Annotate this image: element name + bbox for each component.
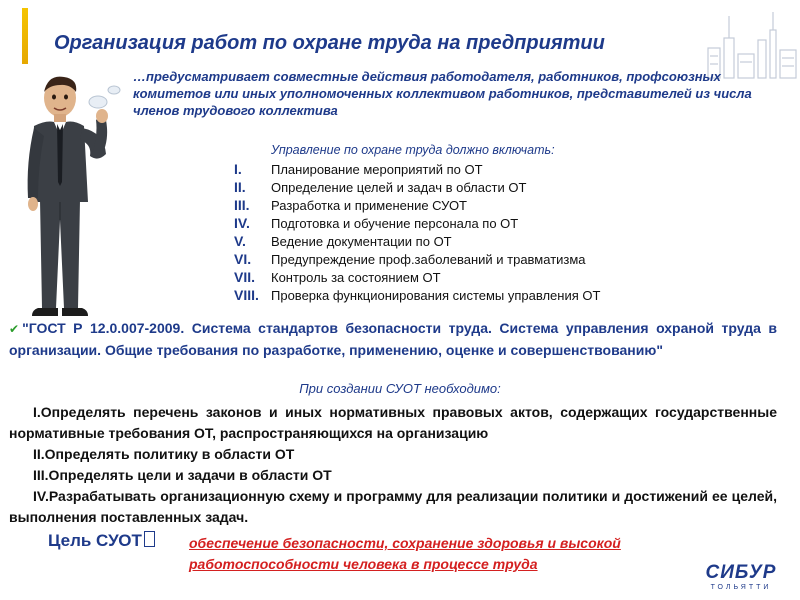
management-list	[234, 160, 600, 304]
list-number: VIII.	[234, 287, 259, 303]
businessman-illustration	[10, 70, 140, 325]
list-item	[234, 286, 600, 304]
goal-text: обеспечение безопасности, сохранение здоровья и высокой работоспособности человека в процессе труда	[189, 535, 621, 572]
slide-title: Организация работ по охране труда на предприятии	[54, 32, 605, 54]
requirement-item: II.Определять политику в области ОТ	[33, 446, 295, 462]
logo-subtitle: ТОЛЬЯТТИ	[710, 584, 772, 591]
list-text: Определение целей и задач в области ОТ	[271, 180, 527, 195]
list-text: Предупреждение проф.заболеваний и травматизма	[271, 252, 586, 267]
gost-text: "ГОСТ Р 12.0.007-2009. Система стандартов безопасности труда. Система управления охраной труда в организации. Общие требования по разработке, применению, оценке и совершенствованию"	[9, 320, 777, 358]
sibur-logo	[692, 563, 790, 592]
requirements-heading: При создании СУОТ необходимо:	[299, 381, 501, 396]
list-item	[234, 232, 600, 250]
list-number: V.	[234, 233, 246, 249]
requirement-item: III.Определять цели и задачи в области ОТ	[33, 467, 332, 483]
accent-bar	[22, 8, 28, 64]
list-item	[234, 160, 600, 178]
list-item	[234, 250, 600, 268]
management-heading: Управление по охране труда должно включать:	[271, 143, 555, 157]
list-number: IV.	[234, 215, 250, 231]
list-number: II.	[234, 179, 246, 195]
list-text: Разработка и применение СУОТ	[271, 198, 468, 213]
list-number: I.	[234, 161, 242, 177]
list-item	[234, 178, 600, 196]
list-text: Контроль за состоянием ОТ	[271, 270, 441, 285]
logo-name: СИБУР	[705, 562, 777, 583]
goal-label	[48, 531, 155, 551]
list-text: Проверка функционирования системы управления ОТ	[271, 288, 601, 303]
requirement-item: IV.Разрабатывать организационную схему и программу для реализации политики и достижений ее целей, выполнения поставленных задач.	[9, 488, 777, 525]
list-number: VII.	[234, 269, 256, 285]
intro-text: …предусматривает совместные действия работодателя, работников, профсоюзных комитетов или иных уполномоченных коллективом работников, представителей из числа членов трудового коллектива	[133, 69, 752, 118]
list-item	[234, 268, 600, 286]
list-number: VI.	[234, 251, 252, 267]
missing-glyph-icon	[144, 531, 155, 547]
list-text: Ведение документации по ОТ	[271, 234, 452, 249]
goal-label-text: Цель СУОТ	[48, 531, 142, 550]
list-item	[234, 196, 600, 214]
list-text: Планирование мероприятий по ОТ	[271, 162, 483, 177]
list-text: Подготовка и обучение персонала по ОТ	[271, 216, 519, 231]
list-number: III.	[234, 197, 250, 213]
checkmark-bullet-icon: ✔	[9, 322, 20, 336]
list-item	[234, 214, 600, 232]
gost-reference	[9, 318, 777, 361]
requirement-item: I.Определять перечень законов и иных нормативных правовых актов, содержащих государственные нормативные требования ОТ, распространяющихся на организацию	[9, 404, 777, 441]
